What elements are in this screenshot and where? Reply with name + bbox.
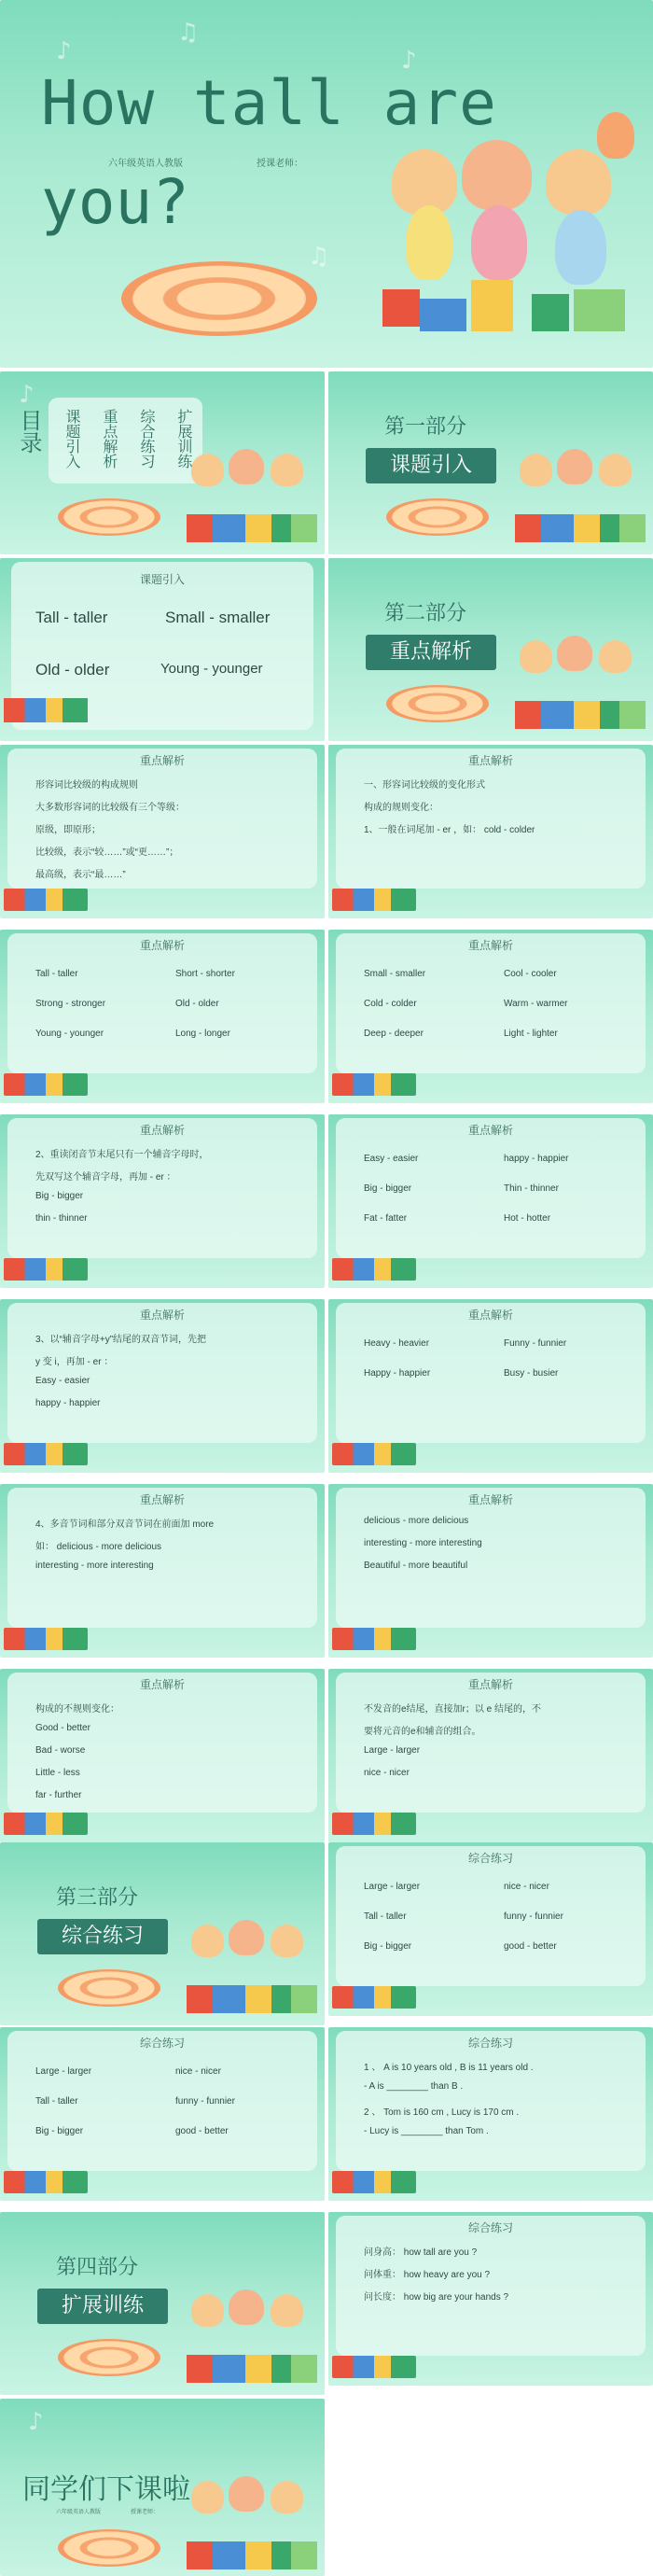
card-line: 大多数形容词的比较级有三个等级： bbox=[35, 803, 185, 813]
content-slide bbox=[0, 930, 325, 1103]
card-line: Tall - taller bbox=[35, 969, 78, 979]
card-line: 3、以“辅音字母+y”结尾的双音节词，先把 bbox=[35, 1335, 207, 1345]
card-line: delicious - more delicious bbox=[364, 1516, 469, 1526]
card-line: funny - funnier bbox=[175, 2096, 235, 2107]
title-slide bbox=[0, 0, 653, 368]
card-line: happy - happier bbox=[504, 1154, 569, 1164]
card-line: 先双写这个辅音字母，再加 - er ： bbox=[35, 1172, 176, 1183]
gift-boxes bbox=[4, 1628, 88, 1650]
card-line: Cold - colder bbox=[364, 999, 417, 1009]
content-panel bbox=[7, 1118, 317, 1258]
card-line: Hot - hotter bbox=[504, 1213, 551, 1224]
hero-title-line1: How tall are bbox=[41, 67, 497, 139]
card-line: Light - lighter bbox=[504, 1029, 558, 1039]
card-line: 1 、 A is 10 years old , B is 11 years old . bbox=[364, 2063, 534, 2073]
gift-boxes bbox=[332, 1073, 416, 1096]
card-line: Funny - funnier bbox=[504, 1338, 567, 1349]
card-line: Bad - worse bbox=[35, 1745, 86, 1756]
section-title: 综合练习 bbox=[37, 1919, 168, 1954]
gift-boxes bbox=[332, 2171, 416, 2193]
content-panel bbox=[336, 1303, 646, 1443]
kids-illustration bbox=[515, 631, 646, 734]
content-slide bbox=[0, 1299, 325, 1473]
gift-boxes bbox=[4, 1443, 88, 1465]
hero-title-line2: you? bbox=[41, 166, 189, 238]
card-line: 构成的规则变化： bbox=[364, 803, 438, 813]
content-slide bbox=[328, 2027, 653, 2201]
card-line: nice - nicer bbox=[504, 1882, 549, 1892]
card-line: Thin - thinner bbox=[504, 1183, 559, 1194]
kids-illustration bbox=[187, 2285, 317, 2387]
card-title: 综合练习 bbox=[467, 1852, 513, 1865]
card-line: thin - thinner bbox=[35, 1213, 88, 1224]
card-line: 最高级，表示“最……” bbox=[35, 870, 126, 880]
card-title: 重点解析 bbox=[139, 939, 185, 952]
intro-word: Tall - taller bbox=[35, 609, 108, 626]
card-line: - A is ________ than B . bbox=[364, 2081, 464, 2092]
card-line: good - better bbox=[175, 2126, 229, 2136]
toc-heading: 目录 bbox=[16, 409, 42, 454]
content-slide bbox=[0, 1484, 325, 1658]
card-title: 重点解析 bbox=[467, 1493, 513, 1506]
content-slide bbox=[328, 2212, 653, 2386]
card-line: 不发音的e结尾，直接加r；以 e 结尾的，不 bbox=[364, 1704, 542, 1715]
intro-title: 课题引入 bbox=[139, 573, 185, 586]
content-slide bbox=[328, 1299, 653, 1473]
content-panel bbox=[7, 1303, 317, 1443]
stage-plate bbox=[58, 1969, 160, 2007]
card-line: funny - funnier bbox=[504, 1911, 563, 1922]
card-line: Happy - happier bbox=[364, 1368, 431, 1379]
card-line: Heavy - heavier bbox=[364, 1338, 430, 1349]
gift-boxes bbox=[332, 1443, 416, 1465]
section-title: 课题引入 bbox=[366, 448, 496, 483]
section-number: 第一部分 bbox=[384, 415, 467, 439]
card-line: 2 、 Tom is 160 cm , Lucy is 170 cm . bbox=[364, 2107, 520, 2118]
card-line: Big - bigger bbox=[364, 1183, 412, 1194]
card-line: 问身高： how tall are you ? bbox=[364, 2247, 478, 2258]
section-number: 第三部分 bbox=[56, 1886, 139, 1910]
card-line: Busy - busier bbox=[504, 1368, 559, 1379]
ending-subtitle-right: 授课老师： bbox=[131, 2510, 160, 2515]
gift-boxes bbox=[332, 889, 416, 911]
intro-word: Young - younger bbox=[160, 661, 263, 677]
card-line: Warm - warmer bbox=[504, 999, 568, 1009]
card-line: happy - happier bbox=[35, 1398, 101, 1408]
content-slide bbox=[328, 930, 653, 1103]
gift-boxes bbox=[332, 1986, 416, 2009]
content-panel bbox=[336, 2216, 646, 2356]
card-line: interesting - more interesting bbox=[364, 1538, 482, 1548]
content-panel bbox=[7, 749, 317, 889]
card-line: far - further bbox=[35, 1790, 82, 1800]
content-slide bbox=[328, 1114, 653, 1288]
card-line: y 变 i，再加 - er ： bbox=[35, 1357, 114, 1367]
toc-item-1[interactable]: 课题引入 bbox=[63, 409, 81, 469]
card-line: Big - bigger bbox=[35, 2126, 84, 2136]
card-line: 要将元音的e和辅音的组合。 bbox=[364, 1727, 481, 1737]
gift-boxes bbox=[4, 2171, 88, 2193]
content-panel bbox=[336, 1673, 646, 1813]
card-line: Old - older bbox=[175, 999, 219, 1009]
stage-plate bbox=[58, 2529, 160, 2567]
card-title: 重点解析 bbox=[467, 1678, 513, 1691]
music-note-icon: ♪ bbox=[56, 37, 72, 65]
content-panel bbox=[7, 1488, 317, 1628]
card-line: 问体重： how heavy are you ? bbox=[364, 2270, 491, 2280]
music-note-icon: ♪ bbox=[19, 381, 35, 409]
card-title: 重点解析 bbox=[467, 1309, 513, 1322]
card-line: Big - bigger bbox=[364, 1941, 412, 1952]
gift-boxes bbox=[4, 1813, 88, 1835]
ending-slide bbox=[0, 2399, 325, 2576]
section-3-slide bbox=[0, 1842, 325, 2025]
stage-plate bbox=[386, 498, 489, 536]
kids-illustration bbox=[187, 1915, 317, 2018]
hero-subtitle-right: 授课老师： bbox=[257, 159, 303, 169]
kids-illustration bbox=[382, 112, 644, 345]
card-line: Beautiful - more beautiful bbox=[364, 1561, 468, 1571]
section-1-slide bbox=[328, 371, 653, 554]
card-line: Strong - stronger bbox=[35, 999, 106, 1009]
card-line: Easy - easier bbox=[364, 1154, 419, 1164]
card-line: nice - nicer bbox=[175, 2066, 221, 2077]
gift-boxes bbox=[332, 1628, 416, 1650]
card-title: 重点解析 bbox=[139, 1678, 185, 1691]
card-line: 一、形容词比较级的变化形式 bbox=[364, 780, 485, 791]
card-line: Fat - fatter bbox=[364, 1213, 408, 1224]
stage-plate bbox=[121, 261, 317, 336]
content-panel bbox=[336, 1846, 646, 1986]
gift-boxes bbox=[332, 1813, 416, 1835]
section-2-slide bbox=[328, 558, 653, 741]
card-line: Young - younger bbox=[35, 1029, 104, 1039]
card-line: Small - smaller bbox=[364, 969, 426, 979]
content-panel bbox=[336, 749, 646, 889]
card-title: 重点解析 bbox=[139, 1309, 185, 1322]
card-line: nice - nicer bbox=[364, 1768, 410, 1778]
card-title: 重点解析 bbox=[467, 754, 513, 767]
card-title: 综合练习 bbox=[467, 2221, 513, 2234]
gift-boxes bbox=[4, 889, 88, 911]
toc-slide bbox=[0, 371, 325, 554]
content-panel bbox=[7, 2031, 317, 2171]
content-slide bbox=[328, 1669, 653, 1842]
card-line: good - better bbox=[504, 1941, 557, 1952]
music-note-icon: ♪ bbox=[28, 2408, 44, 2436]
card-line: Tall - taller bbox=[35, 2096, 78, 2107]
gift-boxes bbox=[4, 1258, 88, 1281]
content-panel bbox=[336, 933, 646, 1073]
intro-slide bbox=[0, 558, 325, 741]
content-slide bbox=[0, 745, 325, 918]
card-title: 重点解析 bbox=[139, 1124, 185, 1137]
gift-boxes bbox=[332, 1258, 416, 1281]
hero-subtitle-left: 六年级英语人教版 bbox=[108, 159, 183, 169]
toc-item-3[interactable]: 综合练习 bbox=[138, 409, 156, 469]
card-line: Large - larger bbox=[364, 1745, 421, 1756]
stage-plate bbox=[386, 685, 489, 722]
card-line: Short - shorter bbox=[175, 969, 235, 979]
kids-illustration bbox=[187, 444, 317, 547]
card-title: 重点解析 bbox=[139, 754, 185, 767]
gift-boxes bbox=[4, 698, 88, 722]
card-line: Big - bigger bbox=[35, 1191, 84, 1201]
card-line: Little - less bbox=[35, 1768, 80, 1778]
music-note-icon: ♫ bbox=[308, 243, 330, 271]
content-slide bbox=[328, 745, 653, 918]
content-panel bbox=[336, 1118, 646, 1258]
kids-illustration bbox=[515, 444, 646, 547]
card-line: 形容词比较级的构成规则 bbox=[35, 780, 138, 791]
section-title: 重点解析 bbox=[366, 635, 496, 670]
music-note-icon: ♪ bbox=[401, 47, 417, 75]
card-line: Long - longer bbox=[175, 1029, 230, 1039]
toc-item-2[interactable]: 重点解析 bbox=[101, 409, 118, 469]
card-title: 重点解析 bbox=[467, 1124, 513, 1137]
content-slide bbox=[328, 1484, 653, 1658]
card-line: Large - larger bbox=[364, 1882, 421, 1892]
card-line: Deep - deeper bbox=[364, 1029, 424, 1039]
card-line: 4、多音节词和部分双音节词在前面加 more bbox=[35, 1519, 215, 1530]
content-slide bbox=[328, 1842, 653, 2016]
content-slide bbox=[0, 1114, 325, 1288]
card-line: 问长度： how big are your hands ? bbox=[364, 2292, 509, 2303]
section-4-slide bbox=[0, 2212, 325, 2395]
content-slide bbox=[0, 1669, 325, 1842]
content-panel bbox=[336, 2031, 646, 2171]
content-slide bbox=[0, 2027, 325, 2201]
card-title: 综合练习 bbox=[139, 2037, 185, 2050]
stage-plate bbox=[58, 2339, 160, 2376]
toc-panel bbox=[49, 398, 202, 483]
card-line: 如： delicious - more delicious bbox=[35, 1542, 162, 1552]
card-title: 综合练习 bbox=[467, 2037, 513, 2050]
card-line: Easy - easier bbox=[35, 1376, 90, 1386]
card-line: Large - larger bbox=[35, 2066, 92, 2077]
card-line: - Lucy is ________ than Tom . bbox=[364, 2126, 489, 2136]
card-line: 1、一般在词尾加 - er ，如： cold - colder bbox=[364, 825, 535, 835]
kids-illustration bbox=[187, 2471, 317, 2574]
card-line: Cool - cooler bbox=[504, 969, 557, 979]
intro-word: Small - smaller bbox=[165, 609, 271, 626]
card-title: 重点解析 bbox=[467, 939, 513, 952]
ending-subtitle-left: 六年级英语人教版 bbox=[56, 2510, 102, 2515]
card-line: 构成的不规则变化： bbox=[35, 1704, 119, 1715]
card-line: 原级，即原形； bbox=[35, 825, 101, 835]
content-panel bbox=[7, 1673, 317, 1813]
gift-boxes bbox=[4, 1073, 88, 1096]
card-line: interesting - more interesting bbox=[35, 1561, 154, 1571]
content-panel bbox=[336, 1488, 646, 1628]
intro-word: Old - older bbox=[35, 661, 110, 679]
ending-title: 同学们下课啦 bbox=[22, 2473, 190, 2506]
card-line: 2、重读闭音节末尾只有一个辅音字母时， bbox=[35, 1150, 209, 1160]
gift-boxes bbox=[332, 2356, 416, 2378]
content-panel bbox=[7, 933, 317, 1073]
toc-item-4[interactable]: 扩展训练 bbox=[175, 409, 193, 469]
section-number: 第二部分 bbox=[384, 602, 467, 625]
stage-plate bbox=[58, 498, 160, 536]
section-number: 第四部分 bbox=[56, 2256, 139, 2279]
card-title: 重点解析 bbox=[139, 1493, 185, 1506]
card-line: 比较级，表示“较……”或“更……”； bbox=[35, 847, 179, 858]
card-line: Good - better bbox=[35, 1723, 90, 1733]
section-title: 扩展训练 bbox=[37, 2289, 168, 2324]
card-line: Tall - taller bbox=[364, 1911, 407, 1922]
music-note-icon: ♫ bbox=[177, 19, 200, 47]
